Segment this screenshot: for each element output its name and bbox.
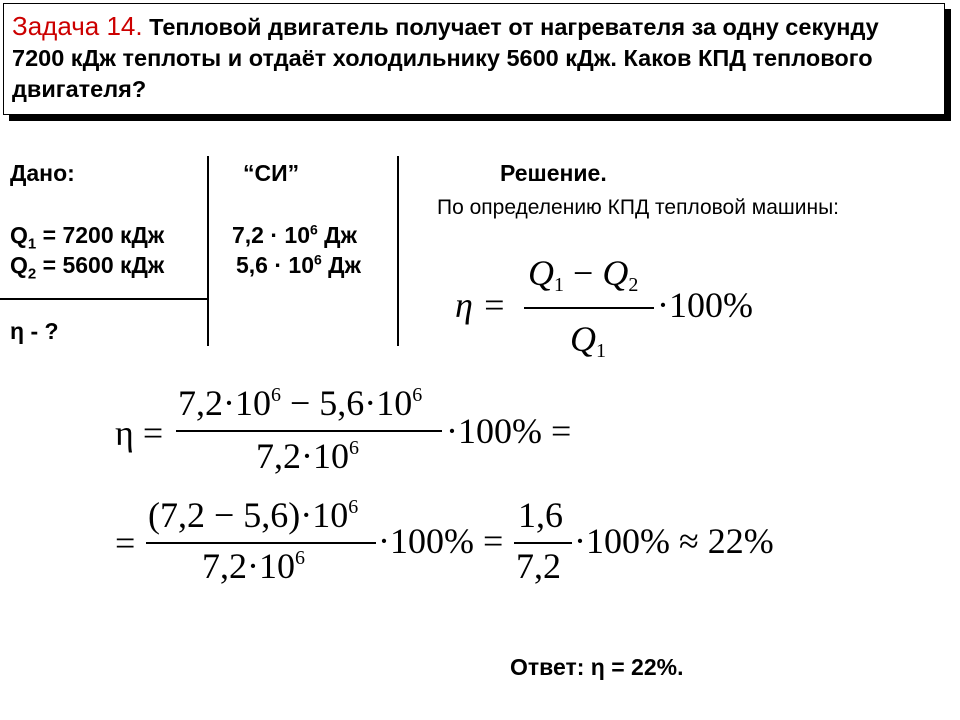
- formula-factor: ·100%: [657, 285, 753, 325]
- si-q2-mantissa: 5,6 · 10: [236, 252, 314, 278]
- step2-fraction-line: [146, 542, 376, 544]
- si-q1: [232, 222, 357, 249]
- given-header: Дано:: [10, 160, 75, 186]
- si-q1-unit: Дж: [317, 222, 357, 248]
- step2-den-exp: 6: [295, 547, 305, 569]
- given-q1-value: = 7200 кДж: [36, 222, 165, 248]
- formula-lhs: η =: [455, 285, 507, 325]
- step2-frac2-denominator: 7,2: [516, 546, 561, 586]
- solution-header: Решение.: [500, 160, 607, 186]
- si-q2-unit: Дж: [321, 252, 361, 278]
- given-q2-symbol: Q: [10, 252, 28, 278]
- step2-lhs: =: [115, 523, 136, 563]
- formula-numerator: Q1 − Q2: [528, 253, 639, 296]
- step2-numerator: $(7,2 - 5,6)\cdot 10^6$: [148, 495, 359, 535]
- step2-frac2-numerator: 1,6: [518, 495, 563, 535]
- step2-frac2-line: [514, 542, 572, 544]
- given-q2-value: = 5600 кДж: [36, 252, 165, 278]
- step1-denominator: $7,2\cdot 10^6$: [256, 436, 359, 476]
- given-q1-sub: 1: [27, 235, 37, 253]
- given-q1-symbol: Q: [10, 222, 28, 248]
- formula-num-q2-sub: 2: [628, 274, 639, 296]
- answer: Ответ: η = 22%.: [510, 654, 684, 680]
- step1-den-exp: 6: [349, 437, 359, 459]
- problem-box: [3, 3, 945, 115]
- task-label: Задача 14.: [12, 11, 143, 41]
- step2-denominator: $7,2\cdot 10^6$: [202, 546, 305, 586]
- step2-factor: ·100% =: [378, 521, 504, 561]
- given-q1: [10, 222, 165, 253]
- step1-num-a-exp: 6: [271, 384, 281, 406]
- step1-factor: ·100% =: [446, 411, 572, 451]
- formula-fraction-line: [524, 307, 654, 309]
- si-q2: [236, 252, 361, 279]
- problem-statement: [12, 11, 937, 105]
- given-q2: [10, 252, 165, 283]
- formula-denominator: Q1: [570, 319, 606, 362]
- si-q1-mantissa: 7,2 · 10: [232, 222, 310, 248]
- si-header: “СИ”: [243, 160, 300, 186]
- si-q2-exp: 6: [314, 251, 322, 268]
- given-q2-sub: 2: [27, 265, 37, 283]
- step1-num-b-exp: 6: [412, 384, 423, 406]
- divider-given-si: [207, 156, 209, 346]
- formula-num-q1-sub: 1: [554, 274, 564, 296]
- step1-fraction-line: [176, 430, 442, 432]
- given-unknown: η - ?: [10, 318, 59, 344]
- step1-lhs: η =: [115, 413, 164, 453]
- si-q1-exp: 6: [310, 221, 318, 238]
- divider-given-unknown: [0, 298, 208, 300]
- step2-result: ·100% ≈ 22%: [574, 521, 774, 561]
- definition-text: По определению КПД тепловой машины:: [437, 196, 840, 219]
- step2-num-exp: 6: [348, 496, 359, 518]
- step1-numerator: $7,2\cdot 10^6 - 5,6\cdot 10^6$: [178, 383, 423, 423]
- formula-den-q1-sub: 1: [596, 340, 606, 362]
- divider-si-solution: [397, 156, 399, 346]
- problem-text: Тепловой двигатель получает от нагревателя за одну секунду 7200 кДж теплоты и отдаёт холодильнику 5600 кДж. Каков КПД теплового двигателя?: [12, 14, 879, 102]
